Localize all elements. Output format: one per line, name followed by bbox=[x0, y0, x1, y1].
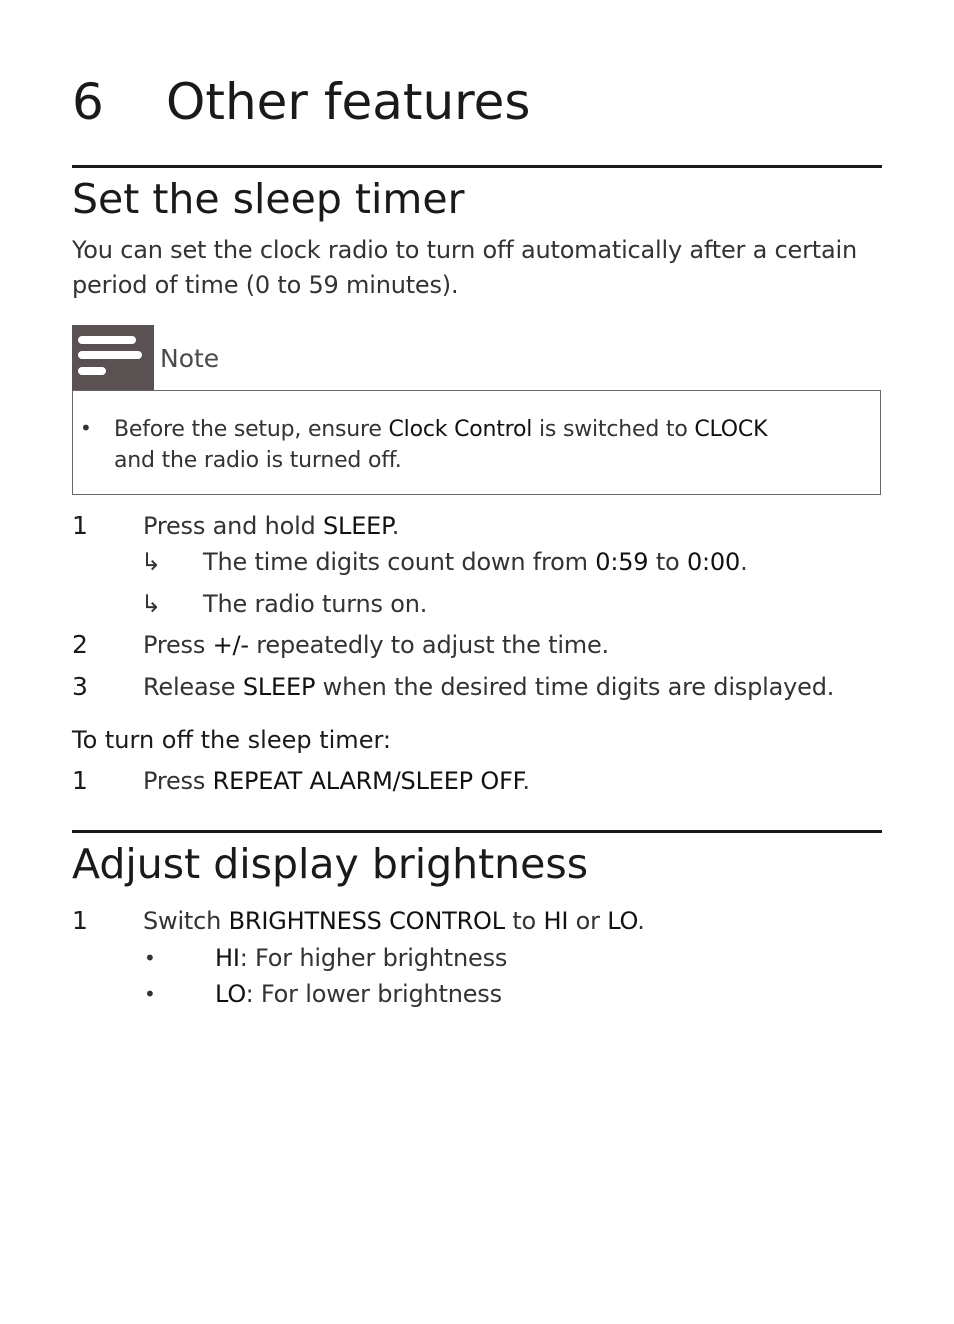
keyword: Clock Control bbox=[388, 417, 533, 442]
section-divider bbox=[72, 830, 882, 833]
result-text: The time digits count down from 0:59 to 0:00. bbox=[203, 548, 748, 576]
list-bullet: • bbox=[144, 982, 156, 1006]
list-bullet: • bbox=[144, 946, 156, 970]
note-label: Note bbox=[160, 344, 220, 373]
result-arrow-icon: ↳ bbox=[141, 590, 162, 618]
note-text: Before the setup, ensure Clock Control is switched to CLOCK and the radio is turned off. bbox=[114, 417, 768, 473]
chapter-title: Other features bbox=[166, 73, 531, 131]
step-number: 1 bbox=[72, 511, 88, 540]
step-number: 1 bbox=[72, 766, 88, 795]
step-text: Release SLEEP when the desired time digits are displayed. bbox=[143, 673, 835, 701]
section-divider bbox=[72, 165, 882, 168]
step-text: Press and hold SLEEP. bbox=[143, 512, 400, 540]
chapter-number: 6 bbox=[72, 73, 104, 131]
keyword: CLOCK bbox=[694, 417, 768, 442]
step-text: Switch BRIGHTNESS CONTROL to HI or LO. bbox=[143, 907, 645, 935]
result-arrow-icon: ↳ bbox=[141, 548, 162, 576]
step-text: Press REPEAT ALARM/SLEEP OFF. bbox=[143, 767, 530, 795]
step-number: 3 bbox=[72, 672, 88, 701]
note-bullet: • bbox=[80, 416, 92, 440]
sleep-timer-heading: Set the sleep timer bbox=[72, 175, 465, 223]
note-icon bbox=[72, 325, 154, 390]
list-item: HI: For higher brightness bbox=[215, 944, 508, 972]
sleep-intro-line-1: You can set the clock radio to turn off automatically after a certain bbox=[72, 236, 857, 264]
turn-off-heading: To turn off the sleep timer: bbox=[72, 726, 391, 754]
sleep-intro-line-2: period of time (0 to 59 minutes). bbox=[72, 271, 459, 299]
list-item: LO: For lower brightness bbox=[215, 980, 502, 1008]
step-number: 2 bbox=[72, 630, 88, 659]
result-text: The radio turns on. bbox=[203, 590, 428, 618]
step-text: Press +/- repeatedly to adjust the time. bbox=[143, 631, 609, 659]
brightness-heading: Adjust display brightness bbox=[72, 840, 589, 888]
step-number: 1 bbox=[72, 906, 88, 935]
